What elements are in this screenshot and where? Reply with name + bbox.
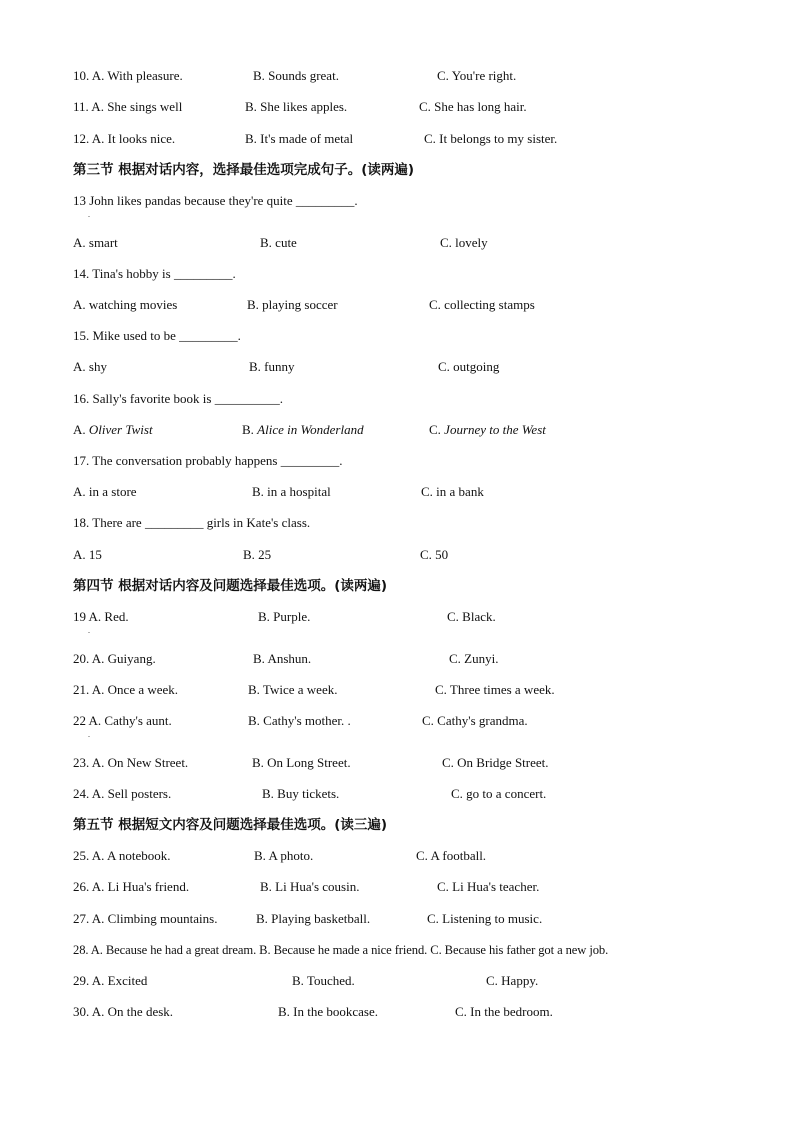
option-b: B. Sounds great.	[253, 68, 339, 83]
dot-mark: .	[88, 210, 90, 219]
option-a: 26. A. Li Hua's friend.	[73, 879, 190, 894]
option-a: 12. A. It looks nice.	[73, 131, 176, 146]
question-row-24	[0, 784, 793, 804]
question-row-30	[0, 1002, 793, 1022]
option-b	[242, 420, 364, 440]
book-title: Oliver Twist	[88, 422, 153, 437]
option-c: C. go to a concert.	[451, 786, 547, 801]
question-row-12	[0, 129, 793, 149]
question-18-options	[0, 545, 793, 565]
option-b: B. Buy tickets.	[262, 786, 340, 801]
question-row-29	[0, 971, 793, 991]
question-15: 15. Mike used to be _________.	[73, 328, 241, 343]
option-a: 20. A. Guiyang.	[73, 651, 156, 666]
question-13: 13 John likes pandas because they're quite _________.	[73, 193, 358, 208]
option-a: A. watching movies	[73, 297, 178, 312]
option-b: B. Anshun.	[253, 651, 312, 666]
dot-mark: .	[88, 730, 90, 739]
option-a: 30. A. On the desk.	[73, 1004, 174, 1019]
question-row-22	[0, 711, 793, 731]
option-a: 11. A. She sings well	[73, 99, 183, 114]
option-a: 23. A. On New Street.	[73, 755, 189, 770]
option-c: C. Listening to music.	[427, 911, 543, 926]
question-18: 18. There are _________ girls in Kate's class.	[73, 515, 311, 530]
option-c: C. A football.	[416, 848, 487, 863]
option-a: 21. A. Once a week.	[73, 682, 179, 697]
option-a: A. shy	[73, 359, 107, 374]
option-b: B. Cathy's mother. .	[248, 713, 351, 728]
option-c: C. It belongs to my sister.	[424, 131, 558, 146]
option-c: C. Zunyi.	[449, 651, 499, 666]
dot-mark: .	[88, 626, 90, 635]
option-b: B. Touched.	[292, 973, 355, 988]
question-row-20	[0, 649, 793, 669]
option-b: B. It's made of metal	[245, 131, 354, 146]
option-c: C. You're right.	[437, 68, 517, 83]
option-a: A. smart	[73, 235, 118, 250]
option-a: 19 A. Red.	[73, 609, 129, 624]
option-c	[429, 420, 546, 440]
question-17-options	[0, 482, 793, 502]
option-a: 29. A. Excited	[73, 973, 148, 988]
question-14-options	[0, 295, 793, 315]
question-28: 28. A. Because he had a great dream. B. Because he made a nice friend. C. Because his father got a new job.	[73, 943, 609, 957]
question-row-23	[0, 753, 793, 773]
option-c: C. outgoing	[438, 359, 500, 374]
option-a: 10. A. With pleasure.	[73, 68, 183, 83]
section-5-title: 第五节 根据短文内容及问题选择最佳选项。(读三遍)	[73, 817, 388, 833]
option-c: C. Three times a week.	[435, 682, 555, 697]
question-row-10	[0, 66, 793, 86]
option-b: B. In the bookcase.	[278, 1004, 379, 1019]
option-b: B. A photo.	[254, 848, 314, 863]
option-b: B. in a hospital	[252, 484, 331, 499]
option-c: C. On Bridge Street.	[442, 755, 549, 770]
option-c: C. Black.	[447, 609, 496, 624]
question-16-options	[0, 420, 793, 440]
option-c: C. 50	[420, 547, 449, 562]
question-row-25	[0, 846, 793, 866]
question-row-21	[0, 680, 793, 700]
option-b: B. Li Hua's cousin.	[260, 879, 360, 894]
option-c: C. She has long hair.	[419, 99, 527, 114]
option-b: B. 25	[243, 547, 272, 562]
option-c: C. Happy.	[486, 973, 539, 988]
option-c: C. Cathy's grandma.	[422, 713, 528, 728]
option-b: B. On Long Street.	[252, 755, 351, 770]
book-title: Journey to the West	[444, 422, 546, 437]
question-16: 16. Sally's favorite book is __________.	[73, 391, 283, 406]
question-row-26	[0, 877, 793, 897]
option-a: 27. A. Climbing mountains.	[73, 911, 218, 926]
option-b: B. Playing basketball.	[256, 911, 371, 926]
option-b-prefix: B.	[242, 422, 258, 437]
option-c: C. in a bank	[421, 484, 484, 499]
question-row-27	[0, 909, 793, 929]
question-row-11	[0, 97, 793, 117]
section-4-title: 第四节 根据对话内容及问题选择最佳选项。(读两遍)	[73, 578, 388, 594]
option-a: 24. A. Sell posters.	[73, 786, 172, 801]
question-15-options	[0, 357, 793, 377]
option-a: 25. A. A notebook.	[73, 848, 171, 863]
option-b: B. cute	[260, 235, 297, 250]
option-b: B. She likes apples.	[245, 99, 348, 114]
option-b: B. playing soccer	[247, 297, 338, 312]
option-b: B. funny	[249, 359, 295, 374]
question-14: 14. Tina's hobby is _________.	[73, 266, 236, 281]
option-a: A. 15	[73, 547, 102, 562]
question-13-options	[0, 233, 793, 253]
option-a	[73, 420, 153, 440]
option-a-prefix: A.	[73, 422, 89, 437]
book-title: Alice in Wonderland	[257, 422, 364, 437]
option-c: C. lovely	[440, 235, 488, 250]
option-b: B. Purple.	[258, 609, 311, 624]
option-c: C. In the bedroom.	[455, 1004, 553, 1019]
option-c: C. Li Hua's teacher.	[437, 879, 540, 894]
option-c-prefix: C.	[429, 422, 445, 437]
option-a: 22 A. Cathy's aunt.	[73, 713, 172, 728]
option-a: A. in a store	[73, 484, 137, 499]
option-b: B. Twice a week.	[248, 682, 338, 697]
section-3-title: 第三节 根据对话内容，选择最佳选项完成句子。(读两遍)	[73, 162, 415, 178]
option-c: C. collecting stamps	[429, 297, 535, 312]
question-17: 17. The conversation probably happens _________.	[73, 453, 343, 468]
question-row-19	[0, 607, 793, 627]
